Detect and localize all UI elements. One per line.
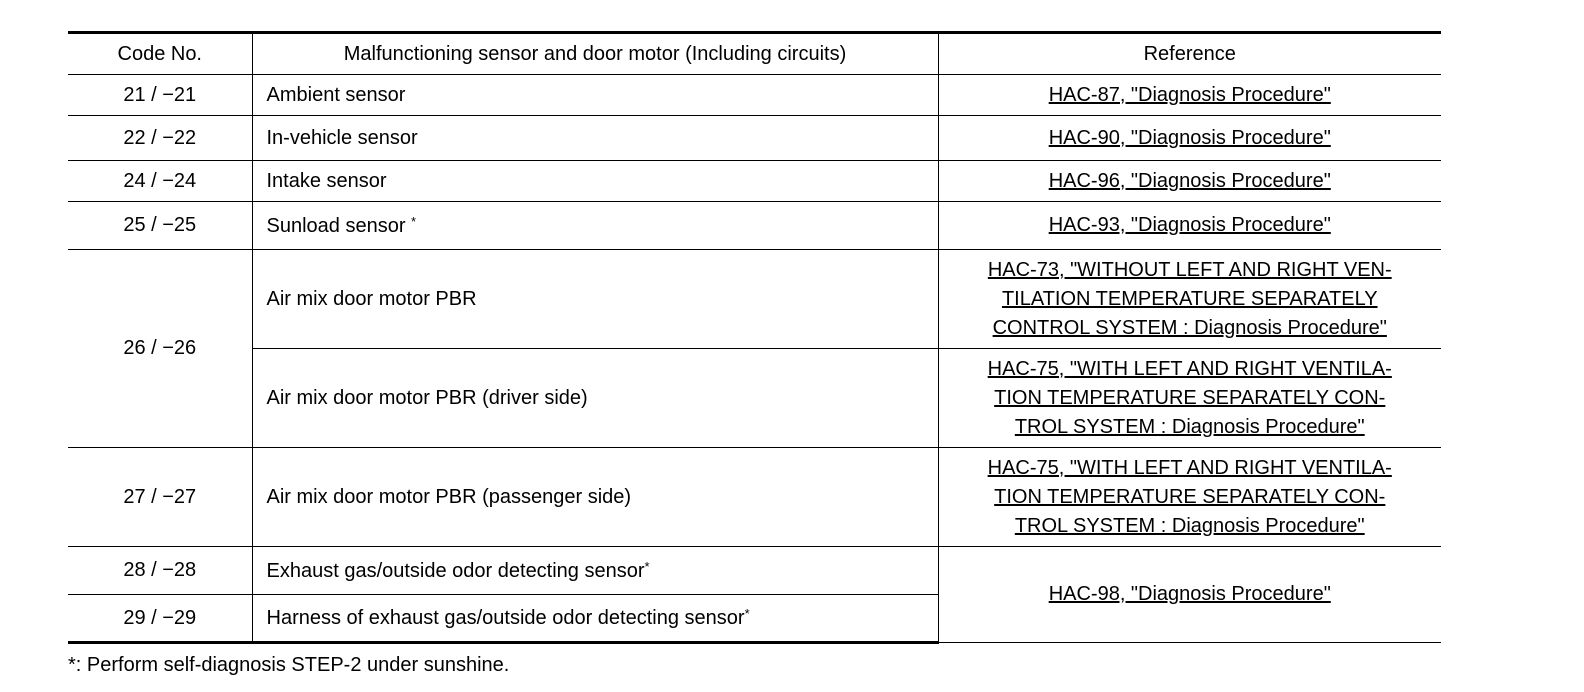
reference-link[interactable]: HAC-75, "WITH LEFT AND RIGHT VENTILA- xyxy=(987,456,1392,479)
reference-link[interactable]: HAC-90, "Diagnosis Procedure" xyxy=(1048,126,1331,149)
sensor-cell: In-vehicle sensor xyxy=(252,116,938,161)
code-cell: 29 / −29 xyxy=(68,595,252,643)
sensor-cell xyxy=(252,202,938,250)
sensor-label: Sunload sensor xyxy=(266,214,412,237)
sensor-label: Exhaust gas/outside odor detecting sensor xyxy=(266,559,645,582)
table-row xyxy=(68,250,1441,349)
footnote-marker: * xyxy=(744,606,750,621)
code-cell: 21 / −21 xyxy=(68,75,252,116)
reference-cell xyxy=(938,547,1441,643)
reference-link[interactable]: HAC-87, "Diagnosis Procedure" xyxy=(1048,83,1331,106)
header-code: Code No. xyxy=(68,33,252,75)
reference-cell xyxy=(938,202,1441,250)
header-sensor: Malfunctioning sensor and door motor (Including circuits) xyxy=(252,33,938,75)
code-cell: 28 / −28 xyxy=(68,547,252,595)
reference-link[interactable]: HAC-96, "Diagnosis Procedure" xyxy=(1048,169,1331,192)
reference-link[interactable]: TILATION TEMPERATURE SEPARATELY xyxy=(1001,287,1378,310)
reference-link[interactable]: HAC-75, "WITH LEFT AND RIGHT VENTILA- xyxy=(987,357,1392,380)
reference-link[interactable]: HAC-93, "Diagnosis Procedure" xyxy=(1048,214,1331,236)
reference-cell xyxy=(938,250,1441,349)
footnote: *: Perform self-diagnosis STEP-2 under sunshine. xyxy=(68,654,510,676)
table-row xyxy=(68,116,1441,161)
sensor-cell xyxy=(252,595,938,643)
reference-cell xyxy=(938,448,1441,547)
reference-cell xyxy=(938,75,1441,116)
sensor-cell: Ambient sensor xyxy=(252,75,938,116)
code-table xyxy=(68,31,1441,644)
reference-cell xyxy=(938,116,1441,161)
footnote-marker: * xyxy=(644,558,650,574)
reference-cell xyxy=(938,349,1441,448)
table-row xyxy=(68,75,1441,116)
reference-link[interactable]: TION TEMPERATURE SEPARATELY CON- xyxy=(994,386,1386,409)
reference-link[interactable]: CONTROL SYSTEM : Diagnosis Procedure" xyxy=(992,316,1387,339)
reference-link[interactable]: HAC-98, "Diagnosis Procedure" xyxy=(1048,583,1331,605)
sensor-cell: Intake sensor xyxy=(252,161,938,202)
code-cell: 22 / −22 xyxy=(68,116,252,161)
code-cell: 26 / −26 xyxy=(68,250,252,448)
table-row xyxy=(68,161,1441,202)
table-row xyxy=(68,448,1441,547)
sensor-cell: Air mix door motor PBR (driver side) xyxy=(252,349,938,448)
code-cell: 25 / −25 xyxy=(68,202,252,250)
table-header-row xyxy=(68,33,1441,75)
table-row xyxy=(68,202,1441,250)
table-row xyxy=(68,547,1441,595)
reference-link[interactable]: TROL SYSTEM : Diagnosis Procedure" xyxy=(1014,514,1365,537)
reference-cell xyxy=(938,161,1441,202)
sensor-label: Harness of exhaust gas/outside odor detecting sensor xyxy=(266,607,745,629)
code-cell: 27 / −27 xyxy=(68,448,252,547)
code-cell: 24 / −24 xyxy=(68,161,252,202)
sensor-cell: Air mix door motor PBR xyxy=(252,250,938,349)
sensor-cell: Air mix door motor PBR (passenger side) xyxy=(252,448,938,547)
table-row xyxy=(68,349,1441,448)
header-reference: Reference xyxy=(938,33,1441,75)
sensor-cell xyxy=(252,547,938,595)
reference-link[interactable]: TION TEMPERATURE SEPARATELY CON- xyxy=(994,485,1386,508)
reference-link[interactable]: HAC-73, "WITHOUT LEFT AND RIGHT VEN- xyxy=(987,258,1392,281)
footnote-marker: * xyxy=(411,213,417,229)
reference-link[interactable]: TROL SYSTEM : Diagnosis Procedure" xyxy=(1014,415,1365,438)
